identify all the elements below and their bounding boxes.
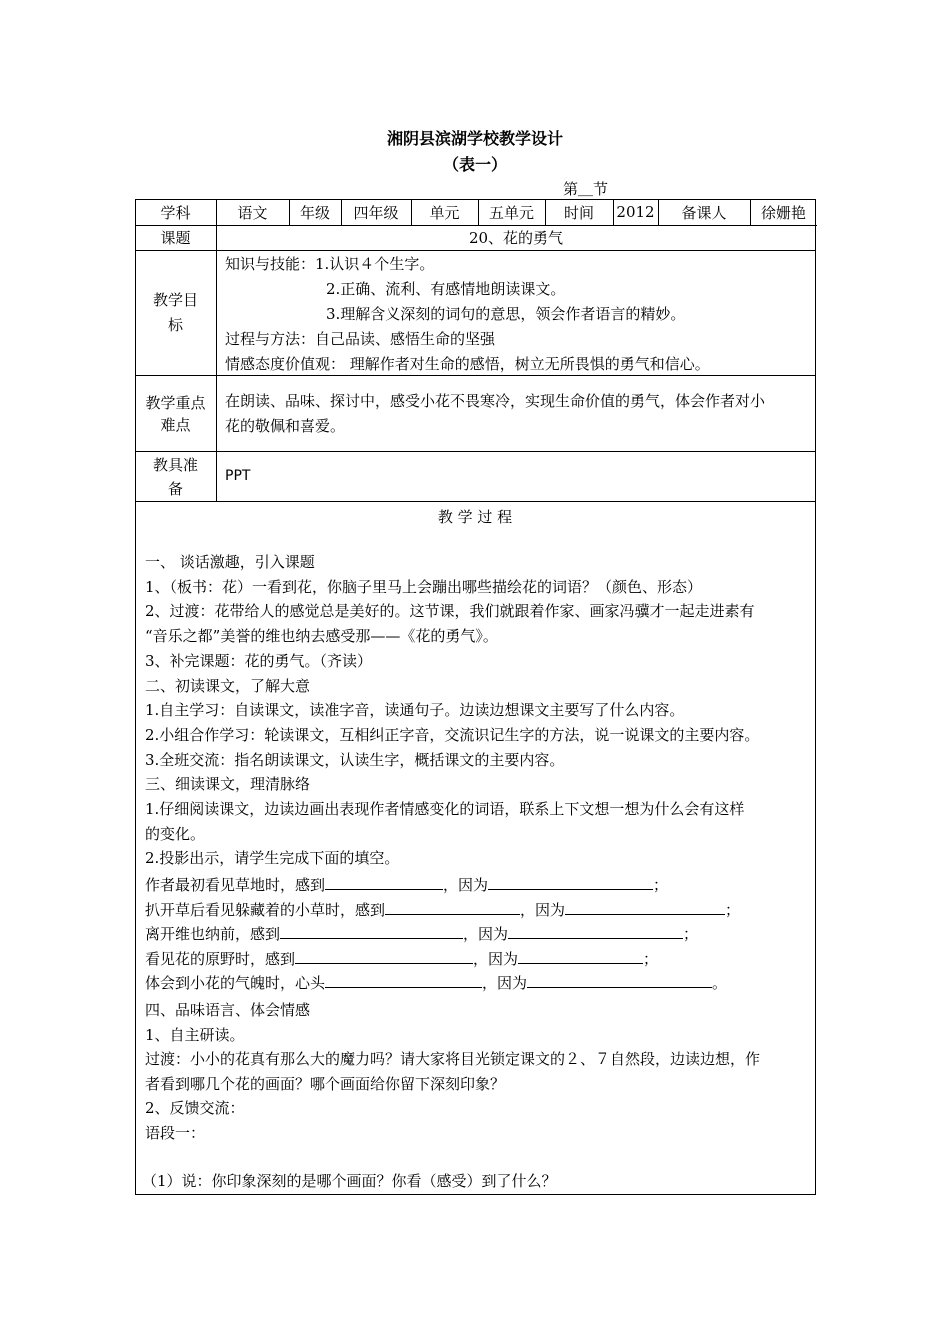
fill-in-line	[145, 971, 727, 995]
document-title: 湘阴县滨湖学校教学设计	[386, 129, 563, 148]
teacher-label: 备课人	[658, 199, 751, 226]
process-line: 2.小组合作学习：轮读课文，互相纠正字音，交流识记生字的方法，说一说课文的主要内容。	[145, 725, 760, 744]
reason-blank[interactable]	[565, 900, 725, 915]
fill-in-prompt: 看见花的原野时，感到	[145, 949, 296, 968]
process-line: 过渡：小小的花真有那么大的魔力吗？请大家将目光锁定课文的２、７自然段，边读边想，作	[145, 1050, 761, 1069]
process-line: 3、补完课题：花的勇气。（齐读）	[145, 651, 373, 670]
fill-in-end: ；	[683, 925, 699, 943]
fill-in-end: ；	[653, 876, 669, 894]
fill-in-because: ，因为	[463, 925, 509, 943]
grade-value: 四年级	[341, 199, 412, 226]
process-line: 1.仔细阅读课文，边读边画出表现作者情感变化的词语，联系上下文想一想为什么会有这样	[145, 800, 745, 818]
process-line: 2、过渡：花带给人的感觉总是美好的。这节课，我们就跟着作家、画家冯骥才一起走进素有	[145, 602, 755, 621]
process-line: 二、初读课文，了解大意	[145, 676, 311, 695]
fill-in-end: ；	[725, 900, 741, 919]
feeling-blank[interactable]	[325, 875, 443, 890]
key-points-label: 教学重点 难点	[135, 376, 217, 452]
fill-in-line	[145, 898, 740, 922]
teacher-value: 徐姗艳	[750, 199, 817, 226]
fill-in-line	[145, 922, 698, 946]
feeling-blank[interactable]	[295, 949, 473, 964]
key-points-line-2: 花的敬佩和喜爱。	[225, 417, 346, 435]
tools-label: 教具准备	[135, 452, 217, 502]
process-line: “音乐之都”美誉的维也纳去感受那——《花的勇气》。	[145, 627, 498, 646]
process-last-line: （1）说：你印象深刻的是哪个画面？你看（感受）到了什么？	[142, 1172, 557, 1190]
feeling-blank[interactable]	[385, 900, 520, 915]
feeling-blank[interactable]	[280, 924, 463, 939]
unit-value: 五单元	[478, 199, 546, 226]
feeling-blank[interactable]	[325, 973, 482, 988]
process-line: 2、反馈交流：	[145, 1099, 245, 1118]
goal-line-5: 情感态度价值观： 理解作者对生命的感悟，树立无所畏惧的勇气和信心。	[225, 355, 710, 373]
reason-blank[interactable]	[508, 924, 683, 939]
fill-in-line	[145, 873, 668, 897]
tools-value: PPT	[225, 468, 251, 484]
fill-in-end: 。	[712, 974, 728, 992]
reason-blank[interactable]	[518, 949, 643, 964]
process-line: 3.全班交流：指名朗读课文，认读生字，概括课文的主要内容。	[145, 750, 565, 769]
goals-label: 教学目标	[135, 250, 217, 376]
fill-in-prompt: 扒开草后看见躲藏着的小草时，感到	[145, 900, 386, 919]
grade-label: 年级	[289, 199, 342, 226]
reason-blank[interactable]	[488, 875, 653, 890]
reason-blank[interactable]	[527, 973, 712, 988]
topic-value: 20、花的勇气	[216, 225, 816, 251]
goal-line-2: 2.正确、流利、有感情地朗读课文。	[326, 280, 566, 298]
process-line: 语段一：	[145, 1124, 206, 1142]
goal-line-4: 过程与方法：自己品读、感悟生命的坚强	[225, 330, 496, 348]
unit-label: 单元	[411, 199, 479, 226]
fill-in-end: ；	[643, 949, 659, 968]
process-line: 1、自主研读。	[145, 1025, 245, 1044]
fill-in-prompt: 作者最初看见草地时，感到	[145, 876, 326, 894]
key-points-line-1: 在朗读、品味、探讨中，感受小花不畏寒冷，实现生命价值的勇气，体会作者对小	[225, 392, 766, 410]
process-line: 1.自主学习：自读课文，读准字音，读通句子。边读边想课文主要写了什么内容。	[145, 701, 685, 720]
document-subtitle: （表一）	[442, 155, 507, 174]
time-label: 时间	[545, 199, 614, 226]
fill-in-prompt: 离开维也纳前，感到	[145, 925, 281, 943]
section-label: 第＿节	[563, 180, 609, 198]
subject-label: 学科	[135, 199, 217, 226]
subject-value: 语文	[216, 199, 290, 226]
time-value: 2012	[613, 199, 659, 226]
process-line: 的变化。	[145, 824, 206, 843]
fill-in-because: ，因为	[443, 876, 489, 894]
tools-cell	[216, 452, 816, 502]
process-heading: 教 学 过 程	[437, 508, 513, 526]
fill-in-because: ，因为	[520, 900, 566, 919]
goal-line-1: 知识与技能：1.认识４个生字。	[225, 255, 435, 273]
process-line: 三、细读课文，理清脉络	[145, 775, 311, 794]
fill-in-because: ，因为	[473, 949, 519, 968]
process-line: 四、品味语言、体会情感	[145, 1001, 311, 1019]
process-line: 者看到哪几个花的画面？哪个画面给你留下深刻印象？	[145, 1074, 506, 1093]
process-line: 1、（板书：花）一看到花，你脑子里马上会蹦出哪些描绘花的词语？（颜色、形态）	[145, 577, 703, 596]
process-line: 2.投影出示，请学生完成下面的填空。	[145, 849, 400, 868]
goal-line-3: 3.理解含义深刻的词句的意思，领会作者语言的精妙。	[326, 305, 686, 323]
fill-in-line	[145, 947, 658, 971]
process-line: 一、 谈话激趣，引入课题	[145, 553, 315, 571]
fill-in-because: ，因为	[482, 974, 528, 992]
topic-label: 课题	[135, 225, 217, 251]
fill-in-prompt: 体会到小花的气魄时，心头	[145, 974, 326, 992]
